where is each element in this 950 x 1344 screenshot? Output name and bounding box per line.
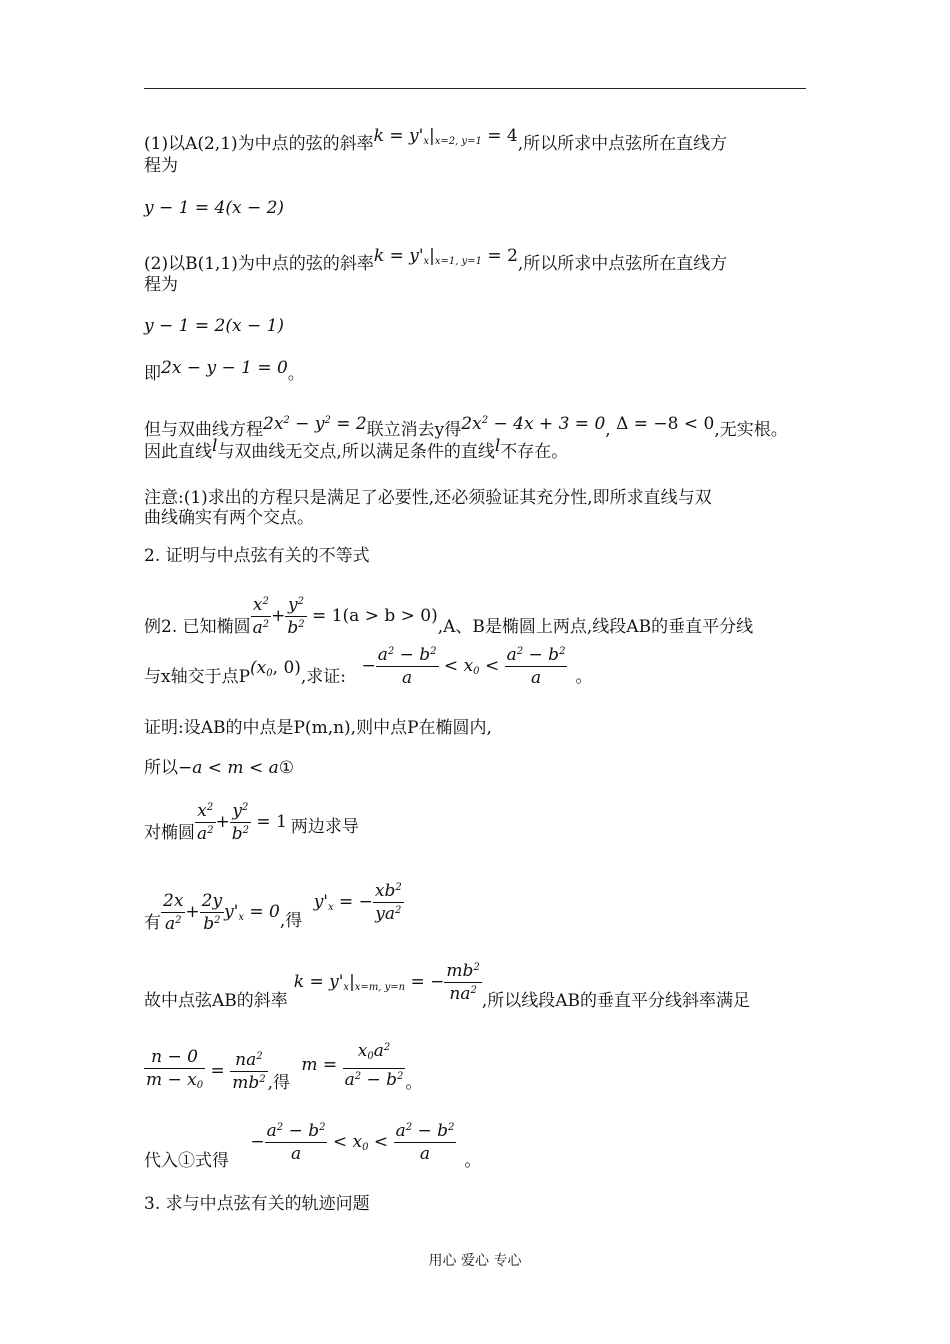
derivative-line-2: 有 $\frac{2x}{a^2}$ + $\frac{2y}{b^2}$ $y'_x = 0$,得 $y'_x$ = − $\frac{xb^2}{ya^2}$ xyxy=(144,881,402,934)
para-2-line-2: 程为 xyxy=(144,275,178,295)
para-1-line-1: (1)以A(2,1)为中点的弦的斜率$k = y'_x|_{x=2, y=1} = 4$,所以所求中点弦所在直线方 xyxy=(144,126,728,154)
note-line-1: 注意:(1)求出的方程只是满足了必要性,还必须验证其充分性,即所求直线与双 xyxy=(144,488,712,508)
example-2-line-2: 与x轴交于点$P(x_0$, 0),求证: − $\frac{a^2 - b^2}{a}$ < $x_0$ < $\frac{a^2 - b^2}{a}$ 。 xyxy=(144,645,593,688)
note-line-2: 曲线确实有两个交点。 xyxy=(144,508,314,528)
equation-1: y − 1 = 4(x − 2) xyxy=(144,198,285,218)
header-rule xyxy=(144,88,806,89)
substitution-line: 代入①式得 − $\frac{a^2 - b^2}{a}$ < $x_0$ < $\frac{a^2 - b^2}{a}$ 。 xyxy=(144,1121,482,1171)
para-1-line-2: 程为 xyxy=(144,156,178,176)
perpendicular-line: $\frac{n - 0}{m - x_0}$ = $\frac{na^2}{mb^2}$ ,得 m = $\frac{x_0a^2}{a^2 - b^2}$ 。 xyxy=(146,1041,423,1093)
hyperbola-line-2: 因此直线l与双曲线无交点,所以满足条件的直线l不存在。 xyxy=(144,436,569,462)
range-m-line: 所以−a < m < a① xyxy=(144,758,294,778)
page-footer: 用心 爱心 专心 xyxy=(428,1253,522,1269)
slope-ab-line: 故中点弦AB的斜率$k = y'_x|_{x=m, y=n}$ = − $\frac{mb^2}{na^2}$ ,所以线段AB的垂直平分线斜率满足 xyxy=(144,961,750,1011)
equation-3-line: 即2x − y − 1 = 0。 xyxy=(144,358,305,384)
section-3-heading: 3. 求与中点弦有关的轨迹问题 xyxy=(144,1194,370,1214)
hyperbola-line-1: 但与双曲线方程$2x^2 - y^2 = 2$联立消去y得$2x^2 - 4x + 3 = 0$, Δ = −8 < 0,无实根。 xyxy=(144,414,788,440)
derivative-line-1: 对椭圆 $\frac{x^2}{a^2}$ + $\frac{y^2}{b^2}$ = 1 两边求导 xyxy=(144,801,359,844)
example-2-line-1: 例2. 已知椭圆 $\frac{x^2}{a^2}$ + $\frac{y^2}{b^2}$ = 1(a > b > 0),A、B是椭圆上两点,线段AB的垂直平分线 xyxy=(144,595,754,638)
equation-2: y − 1 = 2(x − 1) xyxy=(144,316,285,336)
section-2-heading: 2. 证明与中点弦有关的不等式 xyxy=(144,546,370,566)
para-2-line-1: (2)以B(1,1)为中点的弦的斜率$k = y'_x|_{x=1, y=1} = 2$,所以所求中点弦所在直线方 xyxy=(144,246,728,274)
proof-line-1: 证明:设AB的中点是P(m,n),则中点P在椭圆内, xyxy=(144,718,492,738)
